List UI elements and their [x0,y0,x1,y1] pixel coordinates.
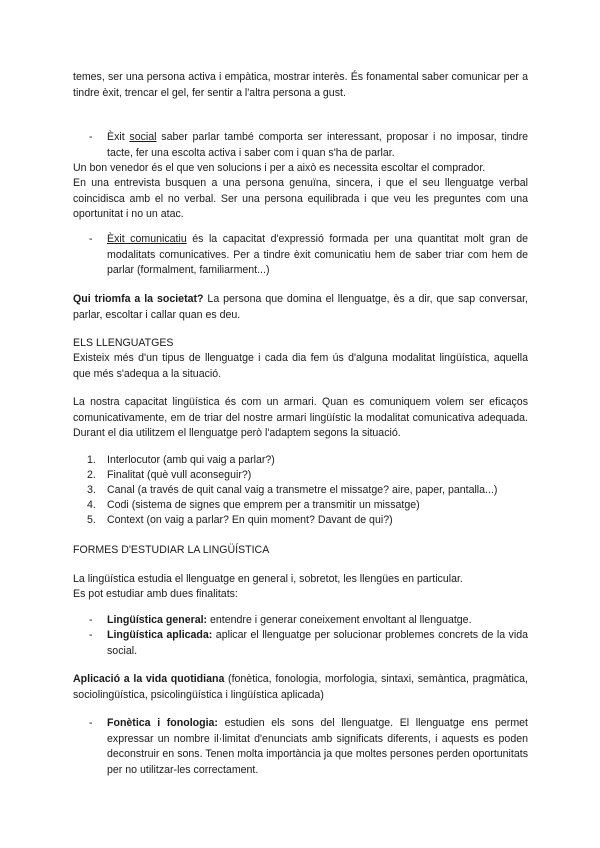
list-number: 5. [87,514,96,526]
term-bold: Lingüística general: [107,614,208,626]
heading-llenguatges: ELS LLENGUATGES [73,337,174,349]
paragraph-venedor: Un bon venedor és el que ven solucions i per a això es necessita escoltar el comprador. [73,162,486,174]
bullet-dash: - [89,614,93,626]
list-item: Interlocutor (amb qui vaig a parlar?) [107,454,275,466]
list-item-exit-social [107,130,528,161]
qui-triomfa-question: Qui triomfa a la societat? [73,293,204,305]
exit-social-text: saber parlar també comporta ser interessant, proposar i no imposar, tindre tacte, fer una escolta activa i saber com i quan s'ha de parlar. [107,131,528,159]
list-item: Canal (a través de quit canal vaig a transmetre el missatge? aire, paper, pantalla...) [107,484,498,496]
aplicacio-text: (fonètica, fonologia, morfologia, sintaxi, semàntica, pragmàtica, sociolingüística, psicolingüística i lingüística aplicada) [73,673,528,701]
paragraph-linguistica-2: Es pot estudiar amb dues finalitats: [73,588,238,600]
list-number: 2. [87,469,96,481]
list-number: 3. [87,484,96,496]
list-item-linguistica-general [107,613,528,629]
fonetica-bold: Fonètica i fonologia: [107,717,218,729]
term-text: entendre i generar coneixement envoltant al llenguatge. [207,614,472,626]
term-bold: Lingüística aplicada: [107,629,213,641]
list-item: Context (on vaig a parlar? En quin moment? Davant de qui?) [107,514,393,526]
list-number: 4. [87,499,96,511]
paragraph-intro: temes, ser una persona activa i empàtica, mostrar interès. És fonamental saber comunicar per a tindre èxit, trencar el gel, fer sentir a l'altra persona a gust. [73,71,528,99]
paragraph-capacitat: La nostra capacitat lingüística és com un armari. Quan es comuniquem volem ser eficaços comunicativamente, em de triar del nostre armari lingüístic la modalitat comunicativa adequada. Durant el dia utilitzem el llenguatge però l'adaptem segons la situació. [73,396,528,439]
qui-triomfa-text: La persona que domina el llenguatge, ès a dir, que sap conversar, parlar, escoltar i callar quan es deu. [73,293,528,321]
list-number: 1. [87,454,96,466]
heading-formes: FORMES D'ESTUDIAR LA LINGÜÍSTICA [73,544,270,556]
exit-social-term: social [129,131,157,143]
aplicacio-bold: Aplicació a la vida quotidiana [73,673,225,685]
exit-comunicatiu-term: Èxit comunicatiu [107,233,187,245]
list-item-linguistica-aplicada [107,628,528,659]
term-text: aplicar el llenguatge per solucionar problemes concrets de la vida social. [107,629,528,657]
bullet-dash: - [89,629,93,641]
paragraph-existeix: Existeix més d'un tipus de llenguatge i cada dia fem ús d'alguna modalitat lingüística, aquella que més s'adequa a la situació. [73,352,528,380]
exit-social-prefix: Èxit [107,131,130,143]
paragraph-aplicacio [73,672,528,703]
paragraph-entrevista: En una entrevista busquen a una persona genuïna, sincera, i que el seu llenguatge verbal coincidisca amb el no verbal. Ser una persona equilibrada i que veu les preguntes com una oportunitat i no un atac. [73,177,528,220]
bullet-dash: - [89,233,93,245]
paragraph-linguistica-1: La lingüística estudia el llenguatge en general i, sobretot, les llengües en particular. [73,573,463,585]
bullet-dash: - [89,717,93,729]
exit-comunicatiu-text: és la capacitat d'expressió formada per una quantitat molt gran de modalitats comunicatives. Per a tindre èxit comunicatiu hem de saber triar com hem de parlar (formalment, familiarment...) [107,233,528,276]
list-item-fonetica [107,716,528,778]
list-item: Codi (sistema de signes que emprem per a transmitir un missatge) [107,499,420,511]
fonetica-text: estudien els sons del llenguatge. El llenguatge ens permet expressar un nombre il·limitat d'enunciats amb significats diferents, i aquests es poden deconstruir en sons. Tenen molta importància ja que moltes persones perden oportunitats per no utilitzar-les correctament. [107,717,528,776]
list-item: Finalitat (què vull aconseguir?) [107,469,252,481]
list-item-exit-comunicatiu [107,232,528,279]
paragraph-qui-triomfa [73,292,528,323]
bullet-dash: - [89,131,93,143]
